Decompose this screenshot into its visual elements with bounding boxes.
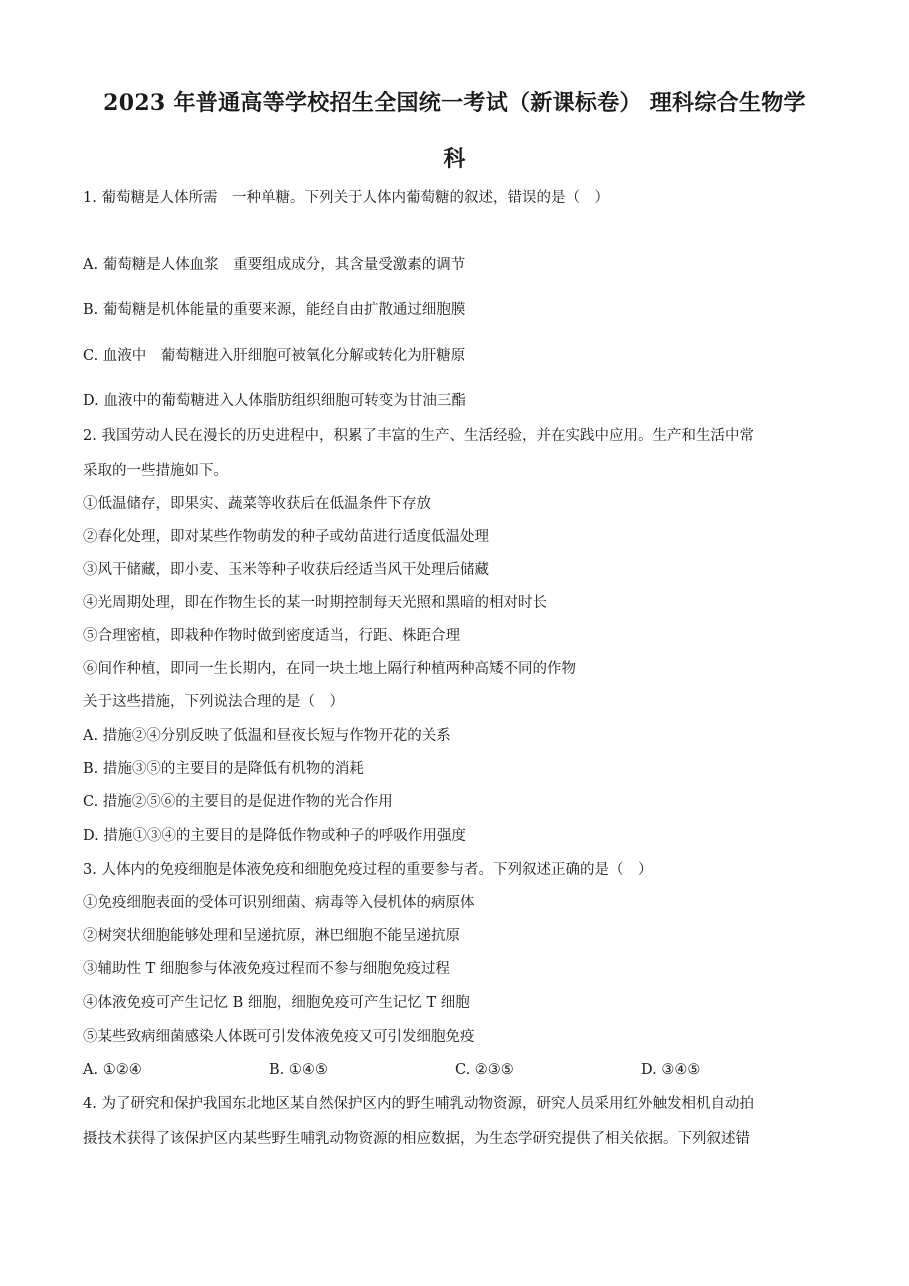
question-1-option-a: A. 葡萄糖是人体血浆 重要组成成分，其含量受激素的调节: [83, 257, 466, 273]
question-3-option-d: D. ③④⑤: [641, 1062, 701, 1078]
question-2-option-b: B. 措施③⑤的主要目的是降低有机物的消耗: [83, 761, 364, 777]
question-3-item-4: ④体液免疫可产生记忆 B 细胞，细胞免疫可产生记忆 T 细胞: [83, 995, 470, 1011]
question-2-option-a: A. 措施②④分别反映了低温和昼夜长短与作物开花的关系: [83, 728, 451, 744]
document-title-line-2: 科: [443, 146, 466, 172]
question-2-item-1: ①低温储存，即果实、蔬菜等收获后在低温条件下存放: [83, 496, 431, 512]
question-3-options-row: [83, 1060, 843, 1080]
question-2-item-3: ③风干储藏，即小麦、玉米等种子收获后经适当风干处理后储藏: [83, 562, 489, 578]
question-3-item-2: ②树突状细胞能够处理和呈递抗原，淋巴细胞不能呈递抗原: [83, 928, 460, 944]
question-1-option-d: D. 血液中的葡萄糖进入人体脂肪组织细胞可转变为甘油三酯: [83, 393, 466, 409]
question-2-option-c: C. 措施②⑤⑥的主要目的是促进作物的光合作用: [83, 794, 393, 810]
question-4-stem-line-2: 摄技术获得了该保护区内某些野生哺乳动物资源的相应数据，为生态学研究提供了相关依据。下列叙述错: [83, 1131, 750, 1147]
question-2-item-6: ⑥间作种植，即同一生长期内，在同一块土地上隔行种植两种高矮不同的作物: [83, 661, 576, 677]
question-2-stem-line-1: 2. 我国劳动人民在漫长的历史进程中，积累了丰富的生产、生活经验，并在实践中应用。生产和生活中常: [83, 428, 754, 444]
question-2-item-2: ②春化处理，即对某些作物萌发的种子或幼苗进行适度低温处理: [83, 529, 489, 545]
question-3-option-c: C. ②③⑤: [455, 1062, 514, 1078]
question-1-option-b: B. 葡萄糖是机体能量的重要来源，能经自由扩散通过细胞膜: [83, 302, 466, 318]
document-title-line-1: 2023 年普通高等学校招生全国统一考试（新课标卷） 理科综合生物学: [103, 90, 806, 116]
question-4-stem-line-1: 4. 为了研究和保护我国东北地区某自然保护区内的野生哺乳动物资源，研究人员采用红外触发相机自动拍: [83, 1096, 754, 1112]
question-3-item-5: ⑤某些致病细菌感染人体既可引发体液免疫又可引发细胞免疫: [83, 1029, 475, 1045]
question-1-stem: 1. 葡萄糖是人体所需 一种单糖。下列关于人体内葡萄糖的叙述，错误的是（ ）: [83, 190, 609, 206]
question-2-option-d: D. 措施①③④的主要目的是降低作物或种子的呼吸作用强度: [83, 828, 466, 844]
question-3-option-b: B. ①④⑤: [269, 1062, 328, 1078]
question-3-stem: 3. 人体内的免疫细胞是体液免疫和细胞免疫过程的重要参与者。下列叙述正确的是（ ）: [83, 862, 653, 878]
question-3-item-1: ①免疫细胞表面的受体可识别细菌、病毒等入侵机体的病原体: [83, 895, 475, 911]
question-2-item-5: ⑤合理密植，即栽种作物时做到密度适当，行距、株距合理: [83, 628, 460, 644]
question-2-question: 关于这些措施，下列说法合理的是（ ）: [83, 694, 344, 710]
question-3-option-a: A. ①②④: [83, 1062, 142, 1078]
question-3-item-3: ③辅助性 T 细胞参与体液免疫过程而不参与细胞免疫过程: [83, 961, 450, 977]
question-2-item-4: ④光周期处理，即在作物生长的某一时期控制每天光照和黑暗的相对时长: [83, 595, 547, 611]
question-1-option-c: C. 血液中 葡萄糖进入肝细胞可被氧化分解或转化为肝糖原: [83, 348, 466, 364]
question-2-stem-line-2: 采取的一些措施如下。: [83, 463, 228, 479]
